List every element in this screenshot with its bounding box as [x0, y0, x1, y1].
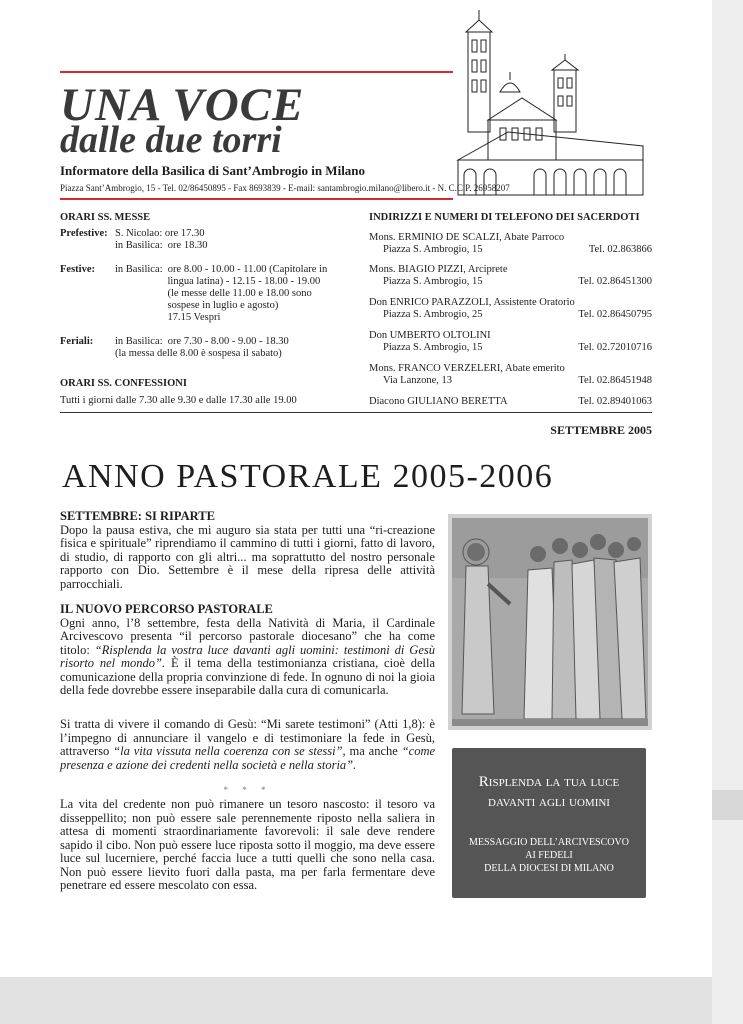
text-run: Si tratta di vivere il comando di Gesù: “Mi sarete testimoni” (Atti 1,8): è l’impegno di annunciare il vangelo e di testimoniare la fede in Gesù, attraverso — [60, 717, 435, 758]
priest-name: Mons. BIAGIO PIZZI, Arciprete — [369, 264, 508, 275]
priest-phone: Tel. 02.863866 — [588, 244, 652, 255]
callout-sub-line1: MESSAGGIO DELL’ARCIVESCOVO — [469, 837, 629, 848]
article-section-4 — [60, 798, 435, 893]
section-heading: SETTEMBRE: SI RIPARTE — [60, 509, 215, 523]
masses-row-times — [115, 336, 350, 360]
priest-phone: Tel. 02.86450795 — [578, 309, 652, 320]
masses-line: S. Nicolao: ore 17.30 — [115, 228, 205, 239]
masses-row-times — [115, 228, 350, 252]
article-section-1 — [60, 510, 435, 591]
priest-name: Mons. ERMINIO DE SCALZI, Abate Parroco — [369, 232, 565, 243]
section-text: Dopo la pausa estiva, che mi auguro sia stata per tutti una “ri-creazione fisica e spirituale” riprendiamo il cammino di tutti i giorni, fatto di lavoro, di studio, di rapporto con gli altri... ma soprattutto del nostro personale rapporto con Dio. Settembre è il mese della ripresa delle attività parrocchiali. — [60, 522, 435, 591]
priest-entry — [369, 297, 652, 321]
scan-bottom-margin — [0, 977, 712, 1024]
priest-address: Piazza S. Ambrogio, 15 — [383, 276, 483, 287]
masses-row-times — [115, 264, 350, 324]
priest-address: Via Lanzone, 13 — [383, 375, 453, 386]
masthead-contact: Piazza Sant’Ambrogio, 15 - Tel. 02/86450895 - Fax 8693839 - E-mail: santambrogio.milano@libero.it - N. C.C.P. 26958207 — [60, 183, 510, 193]
text-run: È il tema della testimonianza cristiana, cioè della comunicazione della propria convinzione di fede. In ognuno di noi la gioia della fede dovrebbe essere inseparabile dalla cura di comunicarla. — [60, 656, 435, 697]
priest-entry — [369, 396, 652, 408]
priest-name: Diacono GIULIANO BERETTA — [369, 396, 508, 407]
archbishop-message-callout — [452, 748, 646, 898]
priest-phone: Tel. 02.72010716 — [578, 342, 652, 353]
priest-phone: Tel. 02.86451948 — [578, 375, 652, 386]
priest-entry — [369, 330, 652, 354]
priest-phone: Tel. 02.86451300 — [578, 276, 652, 287]
scan-right-margin — [712, 0, 743, 1024]
basilica-two-towers-icon — [448, 10, 648, 200]
masses-row-festive — [60, 264, 350, 324]
scan-edge-band — [712, 790, 743, 820]
masses-line: in Basilica: ore 7.30 - 8.00 - 9.00 - 18.30 — [115, 336, 289, 347]
callout-title-line2: davanti agli uomini — [488, 794, 610, 810]
masses-line: sospese in luglio e agosto) — [115, 300, 279, 311]
issue-date: SETTEMBRE 2005 — [550, 423, 652, 437]
header-divider — [60, 412, 652, 413]
masses-table — [60, 228, 350, 368]
quote-run: “la vita vissuta nella coerenza con se stessi” — [113, 744, 343, 758]
masthead-subtitle: Informatore della Basilica di Sant’Ambrogio in Milano — [60, 163, 366, 178]
masses-row-weekday — [60, 336, 350, 360]
masses-line: in Basilica: ore 8.00 - 10.00 - 11.00 (Capitolare in — [115, 264, 328, 275]
section-heading: IL NUOVO PERCORSO PASTORALE — [60, 602, 273, 616]
masses-row-label: Feriali: — [60, 336, 94, 347]
masthead-title-line1: UNA VOCE — [60, 79, 305, 131]
priest-address: Piazza S. Ambrogio, 15 — [383, 244, 483, 255]
text-run: , ma anche — [342, 744, 402, 758]
article-section-2 — [60, 603, 435, 698]
confessions-text: Tutti i giorni dalle 7.30 alle 9.30 e dalle 17.30 alle 19.00 — [60, 395, 297, 406]
masthead-bottom-rule — [60, 198, 453, 200]
masses-line: 17.15 Vespri — [115, 312, 221, 323]
article-section-3 — [60, 718, 435, 772]
masthead-top-rule — [60, 71, 453, 73]
masses-line: in Basilica: ore 18.30 — [115, 240, 208, 251]
masses-heading: ORARI SS. MESSE — [60, 212, 151, 223]
quote-run: “Risplenda la vostra luce davanti agli uomini: testimoni di Gesù risorto nel mondo”. — [60, 642, 435, 670]
priest-entry — [369, 363, 652, 387]
priest-address: Piazza S. Ambrogio, 15 — [383, 342, 483, 353]
priests-heading: INDIRIZZI E NUMERI DI TELEFONO DEI SACERDOTI — [369, 212, 640, 223]
priest-entry — [369, 264, 652, 288]
section-text — [60, 718, 435, 772]
masses-row-label: Prefestive: — [60, 228, 108, 239]
confessions-heading: ORARI SS. CONFESSIONI — [60, 378, 187, 389]
priest-phone: Tel. 02.89401063 — [578, 396, 652, 407]
page-headline: ANNO PASTORALE 2005-2006 — [62, 458, 554, 495]
section-text: La vita del credente non può rimanere un tesoro nascosto: il tesoro va disseppellito; non può essere sale perennemente riposto nella saliera in attesa di momenti straordinariamente favorevoli: il sale deve rendere sapido il cibo. Non può essere luce riposta sotto il moggio, ma deve essere luce sul lucerniere, perché faccia luce a tutti quelli che sono nella casa. Non può essere lievito fuori dalla pasta, ma per farla fermentare deve penetrare ed essere mescolato con essa. — [60, 797, 435, 892]
callout-sub-line2: AI FEDELI — [525, 850, 573, 861]
callout-sub-line3: DELLA DIOCESI DI MILANO — [484, 863, 614, 874]
text-run: Ogni anno, l’8 settembre, festa della Natività di Maria, il Cardinale Arcivescovo presenta “il percorso pastorale diocesano” che ha come titolo: — [60, 615, 435, 657]
masses-line: (le messe delle 11.00 e 18.00 sono — [115, 288, 312, 299]
quote-run: “come presenza e azione dei credenti nella società e nella storia”. — [60, 744, 436, 772]
priest-name: Mons. FRANCO VERZELERI, Abate emerito — [369, 363, 565, 374]
priest-name: Don UMBERTO OLTOLINI — [369, 330, 491, 341]
section-text — [60, 617, 435, 698]
priest-entry — [369, 232, 652, 256]
callout-title-line1: Risplenda la tua luce — [478, 774, 620, 790]
masses-line: (la messa delle 8.00 è sospesa il sabato) — [115, 348, 282, 359]
jesus-and-apostles-fresco-icon — [448, 514, 652, 730]
section-separator: * * * — [223, 785, 272, 795]
masses-row-prefestive — [60, 228, 350, 252]
masthead-title-line2: dalle due torri — [60, 119, 282, 161]
priest-name: Don ENRICO PARAZZOLI, Assistente Oratorio — [369, 297, 575, 308]
masses-line: lingua latina) - 12.15 - 18.00 - 19.00 — [115, 276, 321, 287]
priest-address: Piazza S. Ambrogio, 25 — [383, 309, 483, 320]
masses-row-label: Festive: — [60, 264, 95, 275]
